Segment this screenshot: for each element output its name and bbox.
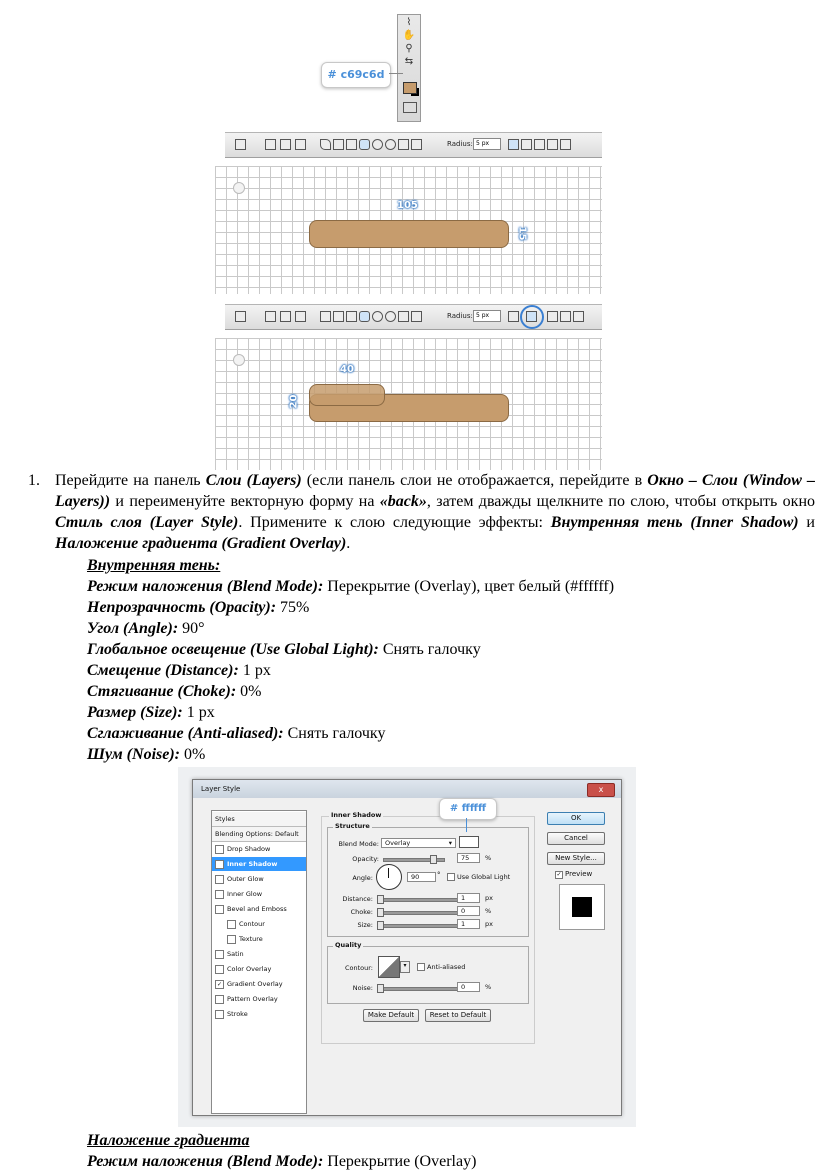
choke-slider-knob[interactable] <box>377 908 384 917</box>
style-list-item[interactable] <box>212 977 306 991</box>
preview-swatch <box>572 897 592 917</box>
style-checkbox[interactable]: ✓ <box>216 861 223 868</box>
style-list-label: Inner Glow <box>227 890 263 898</box>
style-list-label: Texture <box>239 935 263 943</box>
style-list-item[interactable] <box>212 992 306 1006</box>
opacity-input[interactable]: 75 <box>457 853 480 863</box>
quality-group <box>327 946 529 1004</box>
new-style-button[interactable]: New Style... <box>547 852 605 865</box>
lasso-icon[interactable]: ⌇ <box>406 17 412 28</box>
param-line: Шум (Noise): 0% <box>87 746 206 763</box>
choke-input[interactable]: 0 <box>457 906 480 916</box>
style-list-item[interactable] <box>212 812 306 827</box>
fill-pixels-icon[interactable] <box>295 139 306 150</box>
style-list-item[interactable] <box>212 1007 306 1021</box>
canvas-origin-marker <box>233 354 245 366</box>
size-label: Size: <box>357 921 373 929</box>
angle-label: Angle: <box>352 874 373 882</box>
ellipse-icon[interactable] <box>372 311 383 322</box>
contour-picker[interactable] <box>378 956 400 978</box>
canvas-grid-1 <box>215 166 602 294</box>
style-list-label: Contour <box>239 920 265 928</box>
noise-label: Noise: <box>352 984 373 992</box>
shape-layers-icon[interactable] <box>265 139 276 150</box>
style-checkbox[interactable] <box>215 875 224 884</box>
section-title: Inner Shadow <box>331 811 382 819</box>
rounded-rectangle-icon[interactable] <box>359 311 370 322</box>
subtract-shape-icon[interactable] <box>547 311 558 322</box>
style-checkbox[interactable] <box>215 995 224 1004</box>
noise-slider-knob[interactable] <box>377 984 384 993</box>
list-number: 1. <box>28 472 40 489</box>
style-list-item[interactable] <box>212 872 306 886</box>
shape-options-bar-2 <box>225 304 602 330</box>
style-list-item[interactable] <box>212 887 306 901</box>
rounded-rect-tool-icon[interactable] <box>235 139 246 150</box>
zoom-icon[interactable]: ⚲ <box>405 43 413 54</box>
freeform-pen-icon[interactable] <box>333 139 344 150</box>
shape-layers-icon[interactable] <box>265 311 276 322</box>
style-list-item[interactable] <box>212 962 306 976</box>
paths-icon[interactable] <box>280 139 291 150</box>
emphasis: Внутренняя тень (Inner Shadow) <box>550 514 799 531</box>
opacity-label: Opacity: <box>352 855 379 863</box>
hand-icon[interactable]: ✋ <box>402 30 416 41</box>
percent-unit: % <box>485 983 492 991</box>
size-slider[interactable] <box>377 924 459 928</box>
choke-slider[interactable] <box>377 911 459 915</box>
angle-input[interactable]: 90 <box>407 872 436 882</box>
distance-input[interactable]: 1 <box>457 893 480 903</box>
subtract-shape-icon[interactable] <box>534 139 545 150</box>
canvas-grid-2 <box>215 338 602 470</box>
angle-dial-needle <box>388 868 389 878</box>
pen-icon[interactable] <box>320 139 331 150</box>
shape-options-bar <box>225 132 602 158</box>
pen-icon[interactable] <box>320 311 331 322</box>
new-shape-layer-icon[interactable] <box>508 139 519 150</box>
text: Перейдите на панель <box>55 472 206 489</box>
anti-aliased-label: Anti-aliased <box>427 963 466 971</box>
emphasis: Стиль слоя (Layer Style) <box>55 514 239 531</box>
px-unit: px <box>485 894 493 902</box>
style-checkbox[interactable] <box>227 935 236 944</box>
new-shape-layer-icon[interactable] <box>508 311 519 322</box>
degree-unit: ° <box>437 871 441 879</box>
paths-icon[interactable] <box>280 311 291 322</box>
custom-shape-icon[interactable] <box>411 139 422 150</box>
style-checkbox[interactable] <box>215 1010 224 1019</box>
step-1-paragraph <box>55 470 815 554</box>
param-line: Смещение (Distance): 1 px <box>87 662 271 679</box>
style-checkbox[interactable] <box>215 950 224 959</box>
param-line: Режим наложения (Blend Mode): Перекрытие (Overlay), цвет белый (#ffffff) <box>87 578 615 595</box>
small-rounded-rectangle-shape[interactable] <box>309 384 385 406</box>
size-slider-knob[interactable] <box>377 921 384 930</box>
noise-slider[interactable] <box>377 987 459 991</box>
style-list-label: Satin <box>227 950 244 958</box>
param-line: Непрозрачность (Opacity): 75% <box>87 599 310 616</box>
contour-label: Contour: <box>344 964 373 972</box>
rounded-rect-tool-icon[interactable] <box>235 311 246 322</box>
rectangle-icon[interactable] <box>346 139 357 150</box>
style-list-item[interactable] <box>212 842 306 856</box>
close-button[interactable]: x <box>587 783 615 797</box>
rectangle-icon[interactable] <box>346 311 357 322</box>
param-line: Угол (Angle): 90° <box>87 620 205 637</box>
text: . <box>346 535 351 552</box>
polygon-icon[interactable] <box>385 139 396 150</box>
style-list-label: Stroke <box>227 1010 248 1018</box>
line-icon[interactable] <box>398 311 409 322</box>
style-list-label: Pattern Overlay <box>227 995 278 1003</box>
style-list-label: Inner Shadow <box>227 860 278 868</box>
distance-slider[interactable] <box>377 898 459 902</box>
style-list-label: Drop Shadow <box>227 845 271 853</box>
style-list-item[interactable] <box>212 902 306 916</box>
cancel-button[interactable]: Cancel <box>547 832 605 845</box>
param-line: Размер (Size): 1 px <box>87 704 215 721</box>
param-line: Стягивание (Choke): 0% <box>87 683 262 700</box>
percent-unit: % <box>485 907 492 915</box>
reset-to-default-button[interactable]: Reset to Default <box>425 1009 491 1022</box>
emphasis: Окно – Слои (Window – Layers)) <box>55 472 815 510</box>
exclude-shape-icon[interactable] <box>560 139 571 150</box>
distance-slider-knob[interactable] <box>377 895 384 904</box>
style-list-item[interactable] <box>212 947 306 961</box>
text: и переименуйте векторную форму на <box>110 493 380 510</box>
height-dimension-label: 15 <box>516 226 528 241</box>
canvas-origin-marker <box>233 182 245 194</box>
color-callout: # c69c6d <box>321 62 391 88</box>
style-checkbox[interactable] <box>215 845 224 854</box>
emphasis: Наложение градиента (Gradient Overlay) <box>55 535 347 552</box>
size-input[interactable]: 1 <box>457 919 480 929</box>
style-list-item[interactable] <box>212 917 306 931</box>
quality-title: Quality <box>335 941 362 949</box>
param-line: Режим наложения (Blend Mode): Перекрытие (Overlay) <box>87 1153 477 1170</box>
style-checkbox[interactable] <box>215 890 224 899</box>
percent-unit: % <box>485 854 492 862</box>
radius-input[interactable]: 5 px <box>473 138 501 150</box>
radius-input[interactable]: 5 px <box>473 310 501 322</box>
rounded-rectangle-shape[interactable] <box>309 220 509 248</box>
style-list-label: Blending Options: Default <box>215 830 299 838</box>
layer-style-screenshot <box>178 767 636 1127</box>
text: (если панель слои не отображается, перейдите в <box>301 472 648 489</box>
text: и <box>798 514 815 531</box>
ellipse-icon[interactable] <box>372 139 383 150</box>
angle-dial[interactable] <box>376 864 402 890</box>
param-line: Сглаживание (Anti-aliased): Снять галочку <box>87 725 386 742</box>
radius-label: Radius: <box>447 312 473 320</box>
width-dimension-label: 40 <box>340 364 354 375</box>
style-checkbox[interactable]: ✓ <box>216 981 223 988</box>
global-light-label: Use Global Light <box>457 873 511 881</box>
dialog-title: Layer Style <box>201 785 241 793</box>
style-list-label: Outer Glow <box>227 875 264 883</box>
dropdown-arrow-icon: ▾ <box>448 839 452 847</box>
rounded-rectangle-icon[interactable] <box>359 139 370 150</box>
height-dimension-label: 20 <box>288 394 300 409</box>
style-list-item[interactable] <box>212 932 306 946</box>
distance-label: Distance: <box>342 895 373 903</box>
width-dimension-label: 105 <box>397 200 418 211</box>
text: , затем дважды щелкните по слою, чтобы открыть окно <box>426 493 816 510</box>
layer-style-dialog <box>192 779 622 1116</box>
quick-mask-icon[interactable] <box>403 102 417 113</box>
style-list-item[interactable] <box>212 857 306 871</box>
anti-aliased-checkbox[interactable] <box>417 963 425 971</box>
blend-mode-select[interactable]: Overlay ▾ <box>381 838 456 848</box>
style-checkbox[interactable] <box>215 965 224 974</box>
radius-label: Radius: <box>447 140 473 148</box>
blend-mode-label: Blend Mode: <box>338 840 379 848</box>
callout-pointer <box>389 73 403 74</box>
contour-dropdown-icon[interactable]: ▾ <box>400 961 410 973</box>
style-list-label: Gradient Overlay <box>227 980 283 988</box>
exclude-shape-icon[interactable] <box>573 311 584 322</box>
choke-label: Choke: <box>350 908 373 916</box>
dialog-titlebar[interactable] <box>193 780 621 798</box>
tutorial-screenshot-shapes <box>215 0 602 470</box>
callout-pointer <box>466 818 467 832</box>
preview-label: Preview <box>565 870 593 878</box>
add-to-shape-icon[interactable] <box>521 139 532 150</box>
shadow-color-swatch[interactable] <box>459 836 479 848</box>
swap-colors-icon[interactable]: ⇆ <box>404 56 414 67</box>
white-color-callout: # ffffff <box>439 798 497 820</box>
make-default-button[interactable]: Make Default <box>363 1009 419 1022</box>
opacity-slider-knob[interactable] <box>430 855 437 864</box>
styles-list <box>211 810 307 1114</box>
style-checkbox[interactable] <box>215 905 224 914</box>
emphasis: «back» <box>379 493 427 510</box>
noise-input[interactable]: 0 <box>457 982 480 992</box>
text: . Примените к слою следующие эффекты: <box>238 514 551 531</box>
ok-button[interactable]: OK <box>547 812 605 825</box>
structure-title: Structure <box>335 822 370 830</box>
style-list-label: Bevel and Emboss <box>227 905 287 913</box>
style-list-label: Styles <box>215 815 235 823</box>
global-light-checkbox[interactable] <box>447 873 455 881</box>
custom-shape-icon[interactable] <box>411 311 422 322</box>
fill-pixels-icon[interactable] <box>295 311 306 322</box>
intersect-shape-icon[interactable] <box>560 311 571 322</box>
param-line: Глобальное освещение (Use Global Light): Снять галочку <box>87 641 481 658</box>
px-unit: px <box>485 920 493 928</box>
intersect-shape-icon[interactable] <box>547 139 558 150</box>
preview-thumbnail <box>559 884 605 930</box>
style-checkbox[interactable] <box>227 920 236 929</box>
highlight-circle <box>520 305 544 329</box>
style-list-label: Color Overlay <box>227 965 272 973</box>
foreground-color-swatch[interactable] <box>403 82 417 94</box>
gradient-overlay-heading: Наложение градиента <box>87 1132 250 1149</box>
line-icon[interactable] <box>398 139 409 150</box>
preview-checkbox[interactable]: ✓ <box>556 871 562 878</box>
polygon-icon[interactable] <box>385 311 396 322</box>
inner-shadow-heading: Внутренняя тень: <box>87 557 221 574</box>
freeform-pen-icon[interactable] <box>333 311 344 322</box>
emphasis: Слои (Layers) <box>205 472 302 489</box>
style-list-item[interactable] <box>212 827 306 842</box>
